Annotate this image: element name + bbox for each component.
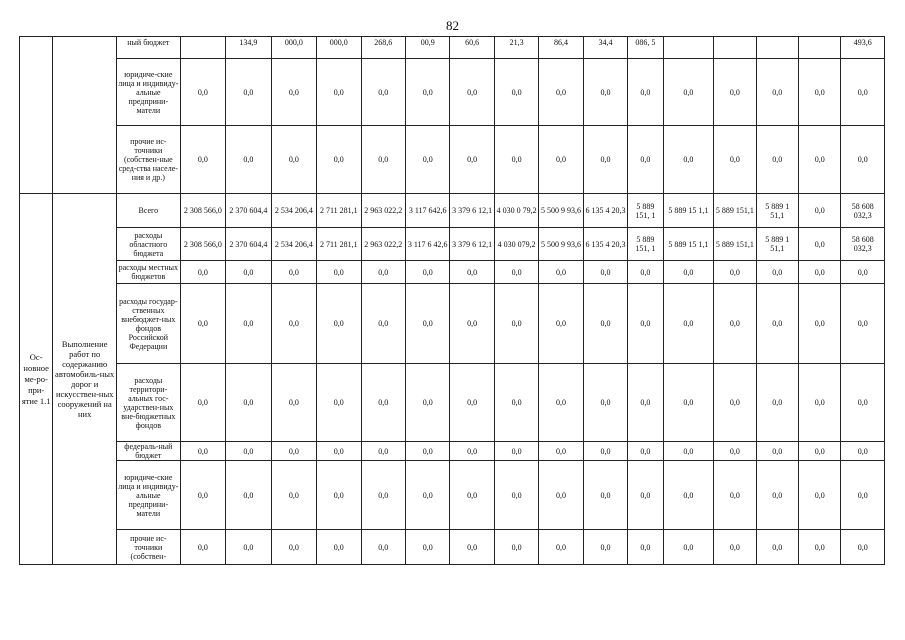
value-cell: 58 608 032,3 bbox=[841, 228, 885, 261]
value-cell: 0,0 bbox=[628, 126, 663, 194]
value-cell: 0,0 bbox=[798, 228, 840, 261]
table-row bbox=[20, 364, 885, 442]
value-cell: 6 135 4 20,3 bbox=[583, 194, 627, 228]
value-cell: 0,0 bbox=[494, 59, 538, 126]
value-cell: 0,0 bbox=[226, 364, 271, 442]
value-cell: 000,0 bbox=[271, 37, 316, 59]
value-cell: 0,0 bbox=[494, 364, 538, 442]
value-cell: 0,0 bbox=[317, 126, 361, 194]
value-cell: 60,6 bbox=[450, 37, 494, 59]
value-cell: 0,0 bbox=[494, 126, 538, 194]
value-cell: 0,0 bbox=[361, 530, 405, 565]
value-cell: 0,0 bbox=[628, 461, 663, 530]
value-cell: 0,0 bbox=[271, 530, 316, 565]
value-cell: 5 889 15 1,1 bbox=[663, 194, 714, 228]
value-cell: 5 889 151,1 bbox=[714, 194, 756, 228]
value-cell: 0,0 bbox=[494, 442, 538, 461]
value-cell: 0,0 bbox=[583, 364, 627, 442]
value-cell: 5 500 9 93,6 bbox=[539, 228, 583, 261]
value-cell bbox=[663, 37, 714, 59]
value-cell: 2 963 022,2 bbox=[361, 194, 405, 228]
value-cell: 0,0 bbox=[450, 442, 494, 461]
value-cell: 21,3 bbox=[494, 37, 538, 59]
funding-source-label: ный бюджет bbox=[117, 37, 181, 59]
value-cell: 5 500 9 93,6 bbox=[539, 194, 583, 228]
value-cell: 0,0 bbox=[361, 59, 405, 126]
value-cell: 086, 5 bbox=[628, 37, 663, 59]
value-cell: 2 963 022,2 bbox=[361, 228, 405, 261]
value-cell: 0,0 bbox=[226, 461, 271, 530]
value-cell: 0,0 bbox=[798, 194, 840, 228]
value-cell: 0,0 bbox=[841, 461, 885, 530]
value-cell: 0,0 bbox=[226, 530, 271, 565]
value-cell: 0,0 bbox=[405, 442, 449, 461]
value-cell: 0,0 bbox=[405, 59, 449, 126]
value-cell: 0,0 bbox=[756, 126, 798, 194]
value-cell: 0,0 bbox=[798, 461, 840, 530]
value-cell: 0,0 bbox=[756, 364, 798, 442]
value-cell: 0,0 bbox=[798, 364, 840, 442]
value-cell: 0,0 bbox=[841, 261, 885, 284]
value-cell: 0,0 bbox=[628, 261, 663, 284]
value-cell: 0,0 bbox=[714, 284, 756, 364]
value-cell: 0,0 bbox=[663, 126, 714, 194]
value-cell: 0,0 bbox=[798, 284, 840, 364]
value-cell: 0,0 bbox=[271, 284, 316, 364]
value-cell: 493,6 bbox=[841, 37, 885, 59]
value-cell: 0,0 bbox=[271, 261, 316, 284]
value-cell: 0,0 bbox=[317, 59, 361, 126]
funding-source-label: юридиче-ские лица и индивиду-альные предприни-матели bbox=[117, 59, 181, 126]
value-cell: 0,0 bbox=[583, 461, 627, 530]
value-cell: 000,0 bbox=[317, 37, 361, 59]
value-cell: 0,0 bbox=[226, 126, 271, 194]
value-cell: 3 117 642,6 bbox=[405, 194, 449, 228]
value-cell: 0,0 bbox=[714, 461, 756, 530]
value-cell: 0,0 bbox=[539, 364, 583, 442]
value-cell: 0,0 bbox=[628, 442, 663, 461]
value-cell: 2 534 206,4 bbox=[271, 228, 316, 261]
value-cell: 0,0 bbox=[663, 461, 714, 530]
value-cell: 0,0 bbox=[663, 530, 714, 565]
funding-source-label: юридиче-ские лица и индивиду-альные предприни-матели bbox=[117, 461, 181, 530]
value-cell: 0,0 bbox=[317, 461, 361, 530]
value-cell: 0,0 bbox=[628, 284, 663, 364]
value-cell: 6 135 4 20,3 bbox=[583, 228, 627, 261]
value-cell: 0,0 bbox=[494, 461, 538, 530]
value-cell: 2 308 566,0 bbox=[180, 228, 225, 261]
value-cell: 34,4 bbox=[583, 37, 627, 59]
value-cell: 0,0 bbox=[583, 126, 627, 194]
value-cell: 0,0 bbox=[450, 530, 494, 565]
value-cell: 0,0 bbox=[226, 442, 271, 461]
value-cell: 2 308 566,0 bbox=[180, 194, 225, 228]
value-cell: 0,0 bbox=[271, 461, 316, 530]
value-cell: 268,6 bbox=[361, 37, 405, 59]
value-cell: 0,0 bbox=[583, 530, 627, 565]
value-cell: 0,0 bbox=[180, 461, 225, 530]
value-cell: 3 379 6 12,1 bbox=[450, 228, 494, 261]
value-cell: 0,0 bbox=[756, 261, 798, 284]
value-cell: 0,0 bbox=[361, 442, 405, 461]
value-cell: 2 370 604,4 bbox=[226, 228, 271, 261]
activity-title: Выполнение работ по содержанию автомобиль-ных дорог и искусствен-ных сооружений на них bbox=[53, 194, 117, 565]
value-cell: 0,0 bbox=[271, 364, 316, 442]
funding-source-label: расходы территори-альных гос-ударствен-ных вне-бюджетных фондов bbox=[117, 364, 181, 442]
value-cell: 0,0 bbox=[663, 364, 714, 442]
value-cell: 0,0 bbox=[180, 126, 225, 194]
value-cell: 58 608 032,3 bbox=[841, 194, 885, 228]
value-cell: 0,0 bbox=[450, 364, 494, 442]
value-cell: 0,0 bbox=[450, 261, 494, 284]
value-cell: 0,0 bbox=[450, 126, 494, 194]
value-cell: 0,0 bbox=[539, 59, 583, 126]
activity-code: Ос-новное ме-ро-при-ятие 1.1 bbox=[20, 194, 53, 565]
value-cell: 4 030 079,2 bbox=[494, 228, 538, 261]
value-cell: 0,0 bbox=[361, 284, 405, 364]
value-cell: 0,0 bbox=[271, 442, 316, 461]
value-cell: 5 889 1 51,1 bbox=[756, 194, 798, 228]
value-cell: 86,4 bbox=[539, 37, 583, 59]
value-cell: 0,0 bbox=[317, 261, 361, 284]
value-cell: 0,0 bbox=[180, 364, 225, 442]
value-cell: 0,0 bbox=[494, 284, 538, 364]
value-cell: 0,0 bbox=[583, 59, 627, 126]
value-cell: 0,0 bbox=[450, 59, 494, 126]
funding-source-label: расходы областного бюджета bbox=[117, 228, 181, 261]
value-cell: 0,0 bbox=[226, 261, 271, 284]
funding-source-label: прочие ис-точники (собствен-ные сред-ства населе-ния и др.) bbox=[117, 126, 181, 194]
value-cell bbox=[180, 37, 225, 59]
table-row bbox=[20, 530, 885, 565]
page-number: 82 bbox=[446, 18, 459, 33]
value-cell: 5 889 151, 1 bbox=[628, 194, 663, 228]
value-cell: 0,0 bbox=[714, 442, 756, 461]
value-cell: 0,0 bbox=[361, 364, 405, 442]
value-cell: 0,0 bbox=[539, 442, 583, 461]
value-cell: 0,0 bbox=[180, 530, 225, 565]
value-cell: 0,0 bbox=[841, 126, 885, 194]
value-cell: 0,0 bbox=[494, 530, 538, 565]
value-cell: 0,0 bbox=[317, 442, 361, 461]
value-cell: 134,9 bbox=[226, 37, 271, 59]
value-cell: 0,0 bbox=[663, 284, 714, 364]
budget-table bbox=[19, 36, 885, 565]
value-cell: 0,0 bbox=[798, 442, 840, 461]
value-cell: 0,0 bbox=[226, 284, 271, 364]
value-cell: 0,0 bbox=[180, 442, 225, 461]
value-cell: 0,0 bbox=[180, 261, 225, 284]
funding-source-label: расходы государ-ственных внебюджет-ных фондов Российской Федерации bbox=[117, 284, 181, 364]
value-cell: 0,0 bbox=[628, 364, 663, 442]
empty-title-cell bbox=[53, 37, 117, 194]
value-cell: 0,0 bbox=[539, 284, 583, 364]
value-cell: 0,0 bbox=[361, 261, 405, 284]
value-cell: 0,0 bbox=[583, 284, 627, 364]
funding-source-label: федераль-ный бюджет bbox=[117, 442, 181, 461]
value-cell: 0,0 bbox=[583, 261, 627, 284]
value-cell: 0,0 bbox=[226, 59, 271, 126]
value-cell: 0,0 bbox=[405, 261, 449, 284]
table-row bbox=[20, 461, 885, 530]
value-cell: 0,0 bbox=[798, 261, 840, 284]
funding-source-label: прочие ис-точники (собствен- bbox=[117, 530, 181, 565]
value-cell: 0,0 bbox=[756, 530, 798, 565]
table-row bbox=[20, 37, 885, 59]
value-cell: 0,0 bbox=[798, 126, 840, 194]
table-row bbox=[20, 284, 885, 364]
value-cell: 0,0 bbox=[539, 261, 583, 284]
value-cell: 0,0 bbox=[450, 461, 494, 530]
value-cell: 0,0 bbox=[450, 284, 494, 364]
value-cell: 0,0 bbox=[714, 59, 756, 126]
value-cell: 0,0 bbox=[405, 461, 449, 530]
value-cell: 2 534 206,4 bbox=[271, 194, 316, 228]
value-cell bbox=[798, 37, 840, 59]
value-cell: 0,0 bbox=[714, 530, 756, 565]
value-cell: 0,0 bbox=[628, 530, 663, 565]
value-cell: 0,0 bbox=[539, 530, 583, 565]
value-cell: 0,0 bbox=[841, 364, 885, 442]
value-cell: 0,0 bbox=[628, 59, 663, 126]
value-cell: 0,0 bbox=[756, 284, 798, 364]
table-row bbox=[20, 126, 885, 194]
value-cell: 0,0 bbox=[663, 261, 714, 284]
value-cell: 0,0 bbox=[583, 442, 627, 461]
value-cell: 0,0 bbox=[756, 442, 798, 461]
table-row bbox=[20, 261, 885, 284]
table-row bbox=[20, 228, 885, 261]
value-cell: 0,0 bbox=[663, 59, 714, 126]
table-row bbox=[20, 194, 885, 228]
value-cell: 0,0 bbox=[539, 126, 583, 194]
value-cell: 5 889 151, 1 bbox=[628, 228, 663, 261]
value-cell: 0,0 bbox=[317, 364, 361, 442]
value-cell: 0,0 bbox=[798, 530, 840, 565]
value-cell: 3 379 6 12,1 bbox=[450, 194, 494, 228]
value-cell bbox=[714, 37, 756, 59]
value-cell: 2 711 281,1 bbox=[317, 194, 361, 228]
value-cell: 0,0 bbox=[271, 59, 316, 126]
value-cell: 5 889 1 51,1 bbox=[756, 228, 798, 261]
value-cell: 5 889 15 1,1 bbox=[663, 228, 714, 261]
value-cell: 0,0 bbox=[180, 284, 225, 364]
value-cell: 0,0 bbox=[841, 530, 885, 565]
value-cell: 0,0 bbox=[663, 442, 714, 461]
value-cell: 5 889 151,1 bbox=[714, 228, 756, 261]
funding-source-label: Всего bbox=[117, 194, 181, 228]
value-cell: 0,0 bbox=[405, 126, 449, 194]
value-cell: 00,9 bbox=[405, 37, 449, 59]
value-cell: 2 711 281,1 bbox=[317, 228, 361, 261]
table-row bbox=[20, 59, 885, 126]
value-cell: 0,0 bbox=[798, 59, 840, 126]
value-cell: 3 117 6 42,6 bbox=[405, 228, 449, 261]
value-cell: 0,0 bbox=[756, 59, 798, 126]
value-cell bbox=[756, 37, 798, 59]
value-cell: 0,0 bbox=[841, 442, 885, 461]
value-cell: 2 370 604,4 bbox=[226, 194, 271, 228]
value-cell: 0,0 bbox=[180, 59, 225, 126]
value-cell: 0,0 bbox=[539, 461, 583, 530]
value-cell: 0,0 bbox=[494, 261, 538, 284]
value-cell: 0,0 bbox=[756, 461, 798, 530]
table-row bbox=[20, 442, 885, 461]
value-cell: 0,0 bbox=[317, 530, 361, 565]
funding-source-label: расходы местных бюджетов bbox=[117, 261, 181, 284]
value-cell: 0,0 bbox=[405, 530, 449, 565]
value-cell: 0,0 bbox=[405, 284, 449, 364]
value-cell: 0,0 bbox=[271, 126, 316, 194]
value-cell: 0,0 bbox=[841, 284, 885, 364]
empty-activity-cell bbox=[20, 37, 53, 194]
value-cell: 0,0 bbox=[405, 364, 449, 442]
value-cell: 0,0 bbox=[841, 59, 885, 126]
value-cell: 0,0 bbox=[361, 461, 405, 530]
value-cell: 0,0 bbox=[714, 261, 756, 284]
value-cell: 0,0 bbox=[317, 284, 361, 364]
value-cell: 4 030 0 79,2 bbox=[494, 194, 538, 228]
value-cell: 0,0 bbox=[714, 364, 756, 442]
value-cell: 0,0 bbox=[361, 126, 405, 194]
value-cell: 0,0 bbox=[714, 126, 756, 194]
